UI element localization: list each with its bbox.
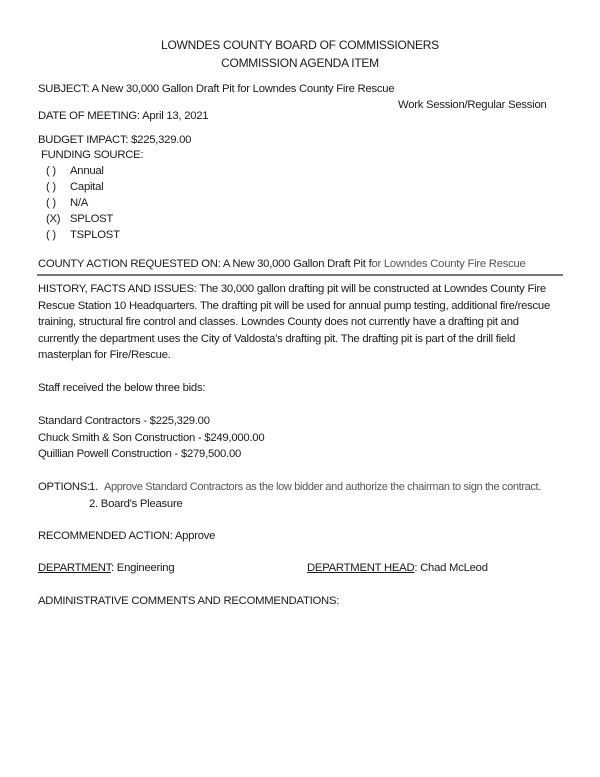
funding-option-mark: ( ) <box>46 229 56 241</box>
history-line: training, structural fire control and classes. Lowndes County does not currently have a drafting pit and <box>38 316 519 328</box>
department <box>38 561 174 575</box>
department-head <box>307 561 488 575</box>
bids-intro: Staff received the below three bids: <box>38 382 206 394</box>
budget-impact: BUDGET IMPACT: $225,329.00 <box>38 134 192 146</box>
funding-option-label: Annual <box>70 165 104 177</box>
funding-option-label: Capital <box>70 181 104 193</box>
recommended-action: RECOMMENDED ACTION: Approve <box>38 530 216 542</box>
funding-option-mark: ( ) <box>46 165 56 177</box>
county-action-requested <box>38 257 526 271</box>
option-1-number: 1. <box>89 481 98 493</box>
administrative-comments: ADMINISTRATIVE COMMENTS AND RECOMMENDATIONS: <box>38 595 340 607</box>
funding-option-label: N/A <box>70 197 89 209</box>
option-1: Approve Standard Contractors as the low bidder and authorize the chairman to sign the contract. <box>104 481 541 493</box>
county-action-text: COUNTY ACTION REQUESTED ON: A New 30,000 Gallon Draft Pit f <box>38 258 372 270</box>
bid-item: Quillian Powell Construction - $279,500.00 <box>38 448 242 460</box>
county-action-text-tail: or Lowndes County Fire Rescue <box>371 258 526 270</box>
department-head-label: DEPARTMENT HEAD <box>307 562 415 574</box>
session-type: Work Session/Regular Session <box>398 99 547 111</box>
bid-item: Chuck Smith & Son Construction - $249,000.00 <box>38 432 265 444</box>
header-subtitle: COMMISSION AGENDA ITEM <box>221 56 379 70</box>
subject: SUBJECT: A New 30,000 Gallon Draft Pit for Lowndes County Fire Rescue <box>38 83 395 95</box>
date-of-meeting: DATE OF MEETING: April 13, 2021 <box>38 110 209 122</box>
funding-option-mark: ( ) <box>46 181 56 193</box>
history-line: HISTORY, FACTS AND ISSUES: The 30,000 gallon drafting pit will be constructed at Lowndes County Fire <box>38 283 546 295</box>
funding-option-mark: (X) <box>46 213 61 225</box>
department-head-value: : Chad McLeod <box>414 562 488 574</box>
options-label: OPTIONS: <box>38 481 90 493</box>
header-title: LOWNDES COUNTY BOARD OF COMMISSIONERS <box>161 38 439 52</box>
funding-source-label: FUNDING SOURCE: <box>41 149 144 161</box>
history-line: currently the department uses the City of Valdosta's drafting pit. The drafting pit is part of the drill field <box>38 332 516 345</box>
funding-option-mark: ( ) <box>46 197 56 209</box>
divider <box>37 274 563 276</box>
history-line: Rescue Station 10 Headquarters. The drafting pit will be used for annual pump testing, additional fire/rescue <box>38 299 550 312</box>
bid-item: Standard Contractors - $225,329.00 <box>38 415 210 427</box>
funding-option-label: SPLOST <box>70 213 114 225</box>
department-value: : Engineering <box>111 562 175 574</box>
department-label: DEPARTMENT <box>38 562 112 574</box>
history-line: masterplan for Fire/Rescue. <box>38 349 171 361</box>
funding-option-label: TSPLOST <box>70 229 120 241</box>
option-2: 2. Board's Pleasure <box>89 498 183 510</box>
